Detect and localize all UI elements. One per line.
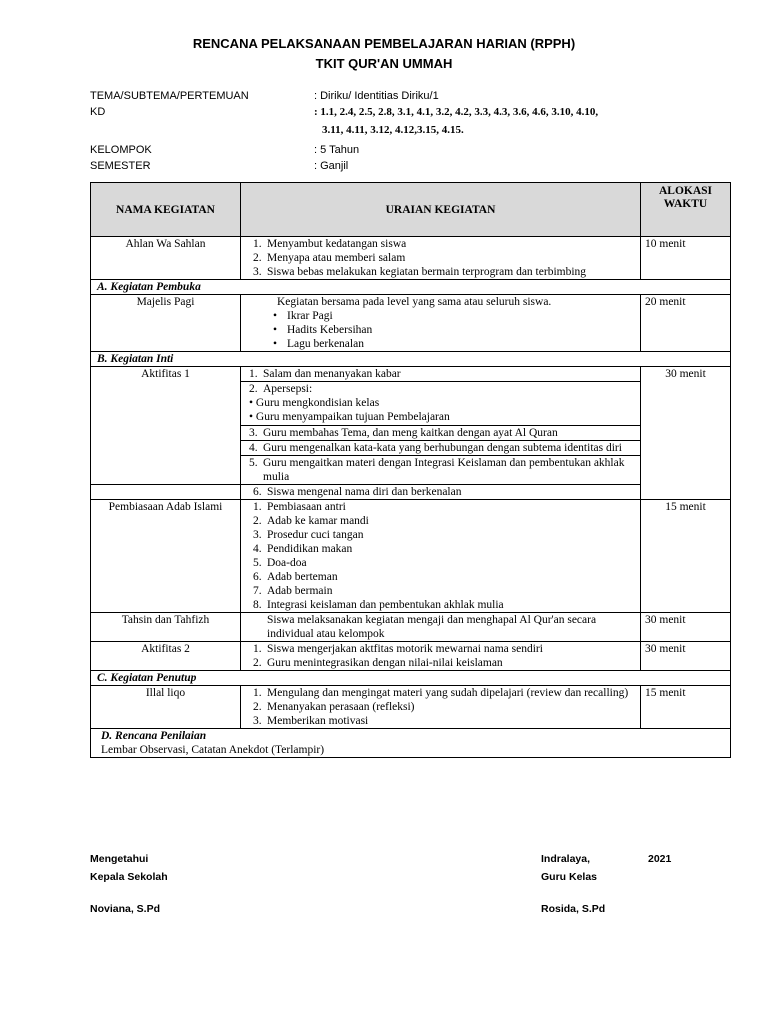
sig-mengetahui: Mengetahui: [90, 853, 149, 865]
list-item: • Lagu berkenalan: [273, 338, 364, 350]
header-uraian-kegiatan: URAIAN KEGIATAN: [241, 183, 641, 237]
semester-value: : Ganjil: [314, 160, 349, 172]
list-item: • Ikrar Pagi: [273, 310, 333, 322]
aktifitas2-time: 30 menit: [641, 642, 731, 671]
table-row-aktifitas1-6: [91, 485, 731, 500]
penilaian-text: Lembar Observasi, Catatan Anekdot (Terlampir): [101, 744, 325, 756]
list-item: 2. Apersepsi: • Guru mengkondisian kelas • Guru menyampaikan tujuan Pembelajaran: [241, 382, 640, 426]
header-alokasi-line1: ALOKASI: [658, 185, 713, 197]
kd-label: KD: [90, 106, 106, 118]
meta-semester: [90, 160, 710, 176]
table-row-tahsin: [91, 613, 731, 642]
table-header-row: [91, 183, 731, 237]
pembiasaan-name: Pembiasaan Adab Islami: [91, 500, 241, 613]
aktifitas2-items: [241, 642, 641, 671]
sig-kepala-sekolah: Kepala Sekolah: [90, 871, 168, 883]
meta-tema: [90, 90, 710, 106]
ahlan-name: Ahlan Wa Sahlan: [91, 237, 241, 280]
ahlan-items: [241, 237, 641, 280]
meta-kd-2: [90, 122, 710, 144]
list-item: 3. Prosedur cuci tangan: [253, 529, 364, 541]
list-item: 6. Siswa mengenal nama diri dan berkenalan: [253, 486, 462, 498]
table-row-ahlan: [91, 237, 731, 280]
majelis-intro: Kegiatan bersama pada level yang sama atau seluruh siswa.: [277, 296, 552, 308]
section-d-label: D. Rencana Penilaian: [101, 730, 207, 742]
semester-label: SEMESTER: [90, 160, 151, 172]
list-item: 7. Adab bermain: [253, 585, 333, 597]
list-item: 1. Siswa mengerjakan aktfitas motorik mewarnai nama sendiri: [253, 643, 543, 655]
sig-guru-kelas: Guru Kelas: [541, 871, 598, 883]
list-item: 6. Adab berteman: [253, 571, 338, 583]
tahsin-time: 30 menit: [641, 613, 731, 642]
header-nama-kegiatan: NAMA KEGIATAN: [91, 183, 241, 237]
kd-value-line1: : 1.1, 2.4, 2.5, 2.8, 3.1, 4.1, 3.2, 4.2, 3.3, 4.3, 3.6, 4.6, 3.10, 4.10,: [314, 106, 599, 118]
section-row-d: [91, 729, 731, 758]
list-item: 2. Menanyakan perasaan (refleksi): [253, 701, 415, 713]
tahsin-name: Tahsin dan Tahfizh: [91, 613, 241, 642]
list-item: 2. Adab ke kamar mandi: [253, 515, 369, 527]
sig-kepala-name: Noviana, S.Pd: [90, 903, 161, 915]
list-item: 4. Guru mengenalkan kata-kata yang berhubungan dengan subtema identitas diri: [241, 441, 640, 456]
section-row-a: [91, 280, 731, 295]
illal-time: 15 menit: [641, 686, 731, 729]
section-a-label: A. Kegiatan Pembuka: [91, 280, 731, 295]
document-title: RENCANA PELAKSANAAN PEMBELAJARAN HARIAN (RPPH): [192, 36, 576, 51]
list-item: 3. Guru membahas Tema, dan meng kaitkan dengan ayat Al Quran: [241, 426, 640, 441]
list-item: 1. Mengulang dan mengingat materi yang sudah dipelajari (review dan recalling): [253, 687, 629, 699]
meta-kd: [90, 106, 710, 122]
list-item: 2. Menyapa atau memberi salam: [253, 252, 406, 264]
list-item: 5. Guru mengaitkan materi dengan Integrasi Keislaman dan pembentukan akhlak mulia: [249, 457, 625, 483]
section-row-c: [91, 671, 731, 686]
sig-place: Indralaya,: [541, 853, 591, 865]
apersepsi-bullets: [249, 396, 636, 424]
header-alokasi-line2: WAKTU: [663, 198, 708, 210]
list-item: 5. Doa-doa: [253, 557, 307, 569]
list-item: 3. Memberikan motivasi: [253, 715, 369, 727]
activity-table: [90, 182, 731, 758]
aktifitas2-name: Aktifitas 2: [91, 642, 241, 671]
aktifitas1-item6: [241, 485, 641, 500]
table-row-aktifitas2: [91, 642, 731, 671]
majelis-time: 20 menit: [641, 295, 731, 352]
majelis-name: Majelis Pagi: [91, 295, 241, 352]
list-item: • Guru menyampaikan tujuan Pembelajaran: [249, 411, 450, 423]
kd-value-line2: 3.11, 4.11, 3.12, 4.12,3.15, 4.15.: [322, 124, 464, 136]
aktifitas1-name: Aktifitas 1: [91, 367, 241, 485]
majelis-items: [241, 295, 641, 352]
illal-items: [241, 686, 641, 729]
kelompok-label: KELOMPOK: [90, 144, 152, 156]
penilaian-cell: [91, 729, 731, 758]
meta-kelompok: [90, 144, 710, 160]
section-c-label: C. Kegiatan Penutup: [91, 671, 731, 686]
ahlan-time: 10 menit: [641, 237, 731, 280]
section-b-label: B. Kegiatan Inti: [91, 352, 731, 367]
meta-block: [90, 90, 710, 176]
tema-label: TEMA/SUBTEMA/PERTEMUAN: [90, 90, 249, 102]
table-row-majelis: [91, 295, 731, 352]
sig-guru-name: Rosida, S.Pd: [541, 903, 606, 915]
list-item: 2. Guru menintegrasikan dengan nilai-nilai keislaman: [253, 657, 503, 669]
list-item: 3. Siswa bebas melakukan kegiatan bermain terprogram dan terbimbing: [253, 266, 587, 278]
aktifitas1-items: [241, 367, 641, 485]
sig-year: 2021: [648, 853, 672, 865]
list-item: 8. Integrasi keislaman dan pembentukan akhlak mulia: [253, 599, 504, 611]
table-row-pembiasaan: [91, 500, 731, 613]
tema-value: : Diriku/ Identitias Diriku/1: [314, 90, 439, 102]
list-item: 1. Salam dan menanyakan kabar: [241, 367, 640, 382]
header-alokasi-waktu: [641, 183, 731, 237]
pembiasaan-items: [241, 500, 641, 613]
illal-name: Illal liqo: [91, 686, 241, 729]
tahsin-text: Siswa melaksanakan kegiatan mengaji dan menghapal Al Qur'an secara individual atau kelompok: [241, 613, 641, 642]
list-item: • Guru mengkondisian kelas: [249, 397, 380, 409]
list-item: 1. Menyambut kedatangan siswa: [253, 238, 407, 250]
section-row-b: [91, 352, 731, 367]
list-item: 1. Pembiasaan antri: [253, 501, 346, 513]
aktifitas1-time: 30 menit: [641, 367, 731, 500]
list-item: • Hadits Kebersihan: [273, 324, 373, 336]
kelompok-value: : 5 Tahun: [314, 144, 360, 156]
school-name: TKIT QUR'AN UMMAH: [315, 56, 453, 71]
aktifitas1-empty-name: [91, 485, 241, 500]
table-row-aktifitas1: [91, 367, 731, 485]
pembiasaan-time: 15 menit: [641, 500, 731, 613]
list-item: 4. Pendidikan makan: [253, 543, 353, 555]
table-row-illal: [91, 686, 731, 729]
